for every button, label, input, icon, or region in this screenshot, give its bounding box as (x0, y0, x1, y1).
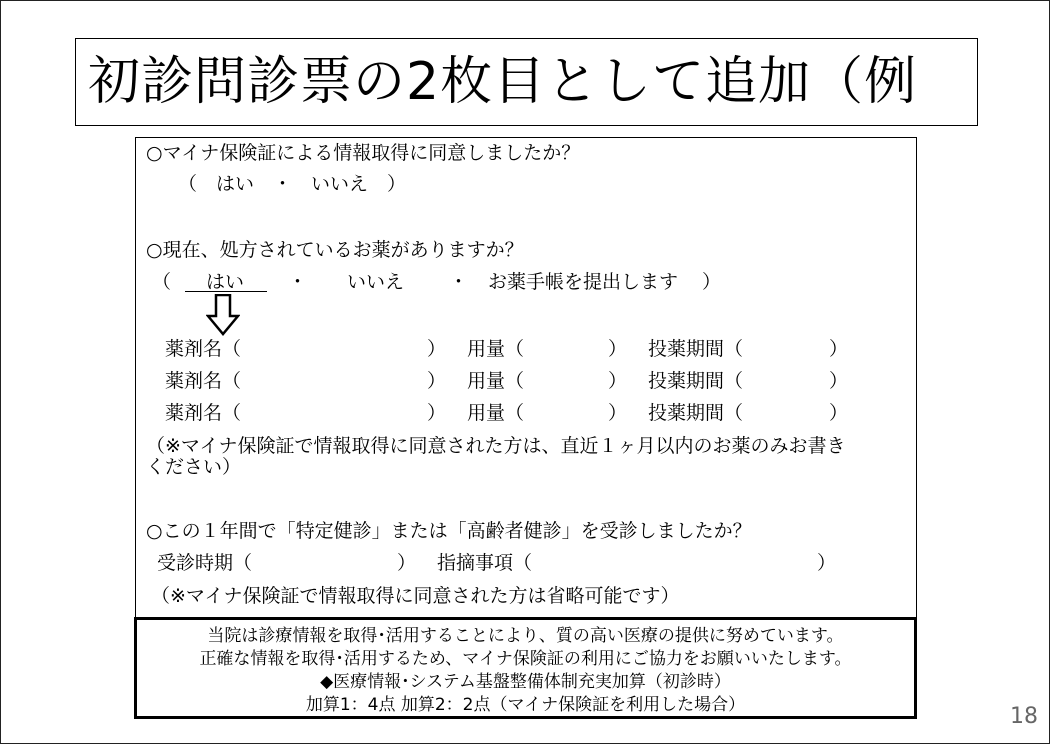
dose-label: 用量（ (467, 338, 525, 360)
dose-close: ） (608, 370, 628, 392)
dose-field[interactable] (535, 369, 607, 393)
exam-date-label: 受診時期（ (157, 552, 253, 574)
drug-name-close: ） (427, 338, 447, 360)
q2-option-yes[interactable]: はい (206, 271, 245, 293)
findings-label: 指摘事項（ (437, 552, 533, 574)
q1-options[interactable]: （ はい ・ いいえ ） (178, 173, 407, 195)
period-close: ） (829, 402, 849, 424)
drug-name-field[interactable] (258, 401, 428, 425)
drug-name-field[interactable] (258, 337, 428, 361)
dose-field[interactable] (535, 401, 607, 425)
q2-note-line1: （※マイナ保険証で情報取得に同意された方は、直近１ヶ月以内のお薬のみお書き (146, 435, 846, 457)
period-label: 投薬期間（ (648, 370, 744, 392)
drug-name-label: 薬剤名（ (165, 402, 242, 424)
notice-line-1: 当院は診療情報を取得･活用することにより、質の高い医療の提供に努めています。 (207, 626, 844, 646)
period-close: ） (829, 370, 849, 392)
q2-open-paren: （ (152, 271, 172, 293)
q2-dot-2: ・ (449, 271, 469, 293)
q2-option-notebook[interactable]: お薬手帳を提出します (488, 271, 679, 293)
notice-line-3: ◆医療情報･システム基盤整備体制充実加算（初診時） (320, 672, 731, 692)
findings-close: ） (817, 552, 837, 574)
title-box (75, 38, 978, 126)
dose-close: ） (608, 402, 628, 424)
down-arrow-icon (206, 294, 240, 336)
q2-option-no[interactable]: いいえ (347, 271, 405, 293)
period-field[interactable] (760, 337, 828, 361)
q2-dot-1: ・ (288, 271, 308, 293)
q3-question: ○この１年間で「特定健診」または「高齢者健診」を受診しましたか？ (146, 520, 752, 542)
q2-note-line2: ください） (146, 456, 242, 478)
dose-close: ） (608, 338, 628, 360)
dose-label: 用量（ (467, 370, 525, 392)
period-close: ） (829, 338, 849, 360)
dose-field[interactable] (535, 337, 607, 361)
notice-line-2: 正確な情報を取得･活用するため、マイナ保険証の利用にご協力をお願いいたします。 (199, 649, 852, 669)
drug-name-field[interactable] (258, 369, 428, 393)
period-label: 投薬期間（ (648, 402, 744, 424)
yes-underline (185, 291, 267, 292)
drug-name-close: ） (427, 402, 447, 424)
q1-question: ○マイナ保険証による情報取得に同意しましたか？ (146, 142, 581, 164)
page-title: 初診問診票の2枚目として追加（例 (88, 52, 918, 112)
q2-question: ○現在、処方されているお薬がありますか？ (146, 239, 524, 261)
dose-label: 用量（ (467, 402, 525, 424)
findings-field[interactable] (540, 551, 818, 575)
period-field[interactable] (760, 369, 828, 393)
period-label: 投薬期間（ (648, 338, 744, 360)
drug-name-label: 薬剤名（ (165, 338, 242, 360)
exam-date-field[interactable] (258, 551, 396, 575)
drug-name-close: ） (427, 370, 447, 392)
period-field[interactable] (760, 401, 828, 425)
notice-box (134, 617, 917, 719)
drug-name-label: 薬剤名（ (165, 370, 242, 392)
q3-note: （※マイナ保険証で情報取得に同意された方は省略可能です） (151, 585, 680, 607)
page-number: 18 (1010, 704, 1038, 729)
notice-line-4: 加算1：4点 加算2：2点（マイナ保険証を利用した場合） (305, 695, 746, 715)
exam-date-close: ） (397, 552, 417, 574)
q2-close-paren: ） (702, 271, 722, 293)
